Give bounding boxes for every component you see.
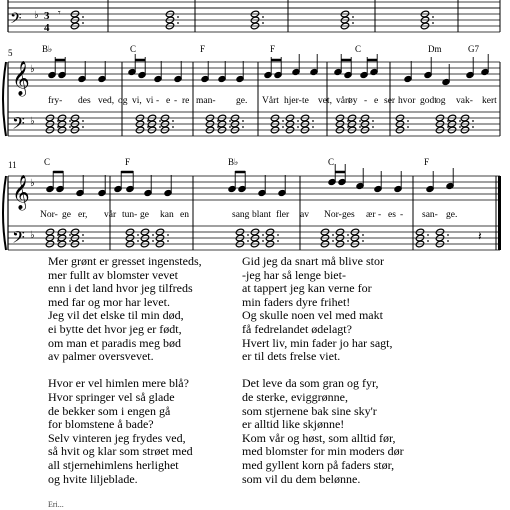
lyric-syllable: og — [118, 96, 128, 106]
lyric-line: at tappert jeg kan verne for — [242, 281, 372, 296]
dot — [447, 240, 449, 242]
key-signature-flat-icon: ♭ — [30, 116, 35, 127]
lyric-syllable: vet, — [318, 96, 332, 106]
dot — [159, 120, 161, 122]
lyric-line: av palmer oversvevet. — [48, 349, 154, 364]
dot — [407, 126, 409, 128]
dot — [282, 120, 284, 122]
chord-symbol: F — [200, 44, 206, 54]
lyrics-column-2 — [242, 255, 404, 486]
lyrics-column-1 — [48, 255, 202, 486]
lyric-line: som vil du dem belønne. — [242, 471, 361, 486]
dot — [297, 126, 299, 128]
lyric-syllable: øy — [348, 96, 358, 106]
lyric-line: Hvert liv, min fader jo har sagt, — [242, 335, 393, 350]
lyric-syllable: te — [302, 96, 309, 106]
dot — [152, 240, 154, 242]
lyric-syllable: san- — [422, 210, 438, 220]
chord-symbol: F — [270, 44, 276, 54]
lyric-syllable: vak- — [456, 96, 473, 106]
lyric-syllable: blant — [252, 210, 271, 220]
lyric-line: mer fullt av blomster vevet — [48, 267, 178, 282]
lyric-syllable: hjer- — [284, 96, 302, 106]
dot — [427, 240, 429, 242]
key-signature-flat-icon: ♭ — [30, 230, 35, 241]
measure-number: 5 — [8, 48, 13, 58]
chord-symbol: Dm — [428, 44, 442, 54]
key-signature-flat-icon: ♭ — [30, 178, 35, 189]
lyric-syllable: Nor- — [324, 210, 342, 220]
lyric-syllable: tun- — [122, 210, 138, 220]
dot — [432, 22, 434, 24]
dot — [347, 240, 349, 242]
dot — [277, 240, 279, 242]
dot — [472, 120, 474, 122]
final-barline-thick — [498, 176, 501, 250]
lyric-syllable: fler — [276, 210, 290, 220]
dot — [352, 16, 354, 18]
lyric-line: ei bytte det hvor jeg er født, — [48, 321, 182, 336]
stanza-gap — [48, 364, 202, 378]
chord-symbol: F — [125, 157, 131, 167]
dot — [352, 22, 354, 24]
lyric-syllable: - — [156, 96, 160, 106]
key-signature-flat-icon: ♭ — [34, 10, 39, 21]
lyric-line: enn i det land hvor jeg tilfreds — [48, 281, 193, 296]
lyric-line: Og skulle noen vel med makt — [242, 308, 383, 323]
treble-clef-icon: 𝄞 — [12, 62, 30, 95]
rest-icon: 𝄽 — [478, 229, 482, 243]
dot — [69, 240, 71, 242]
dot — [312, 126, 314, 128]
lyric-syllable: e — [166, 96, 171, 106]
lyric-syllable: e — [374, 96, 379, 106]
chord-symbol: B♭ — [42, 44, 53, 54]
time-signature-bottom: 4 — [44, 22, 50, 34]
lyric-syllable: Nor- — [40, 210, 58, 220]
lyric-syllable: kert — [482, 96, 497, 106]
dot — [247, 234, 249, 236]
lyric-line: for blomstene å bade? — [48, 417, 154, 432]
lyric-syllable: man- — [196, 96, 216, 106]
rest-icon: 𝄾 — [58, 8, 61, 19]
dot — [332, 234, 334, 236]
lyric-syllable: ge. — [446, 210, 458, 220]
lyric-syllable: kan — [160, 210, 174, 220]
dot — [262, 240, 264, 242]
dot — [242, 126, 244, 128]
chord-symbol: C — [44, 157, 51, 167]
dot — [262, 234, 264, 236]
chord-symbol: G7 — [468, 44, 479, 54]
chord-symbol: C — [130, 44, 137, 54]
footer-text: Eri... — [48, 500, 64, 509]
dot — [427, 234, 429, 236]
lyric-line: Hvor springer vel så glade — [48, 389, 175, 404]
lyric-line: de bekker som i engen gå — [48, 403, 171, 418]
dot — [82, 126, 84, 128]
dot — [332, 240, 334, 242]
lyric-syllable: ge — [62, 210, 71, 220]
lyric-syllable: ær — [366, 210, 376, 220]
dot — [82, 234, 84, 236]
dot — [167, 240, 169, 242]
dot — [152, 234, 154, 236]
lyric-syllable: - — [400, 210, 404, 220]
lyric-line: Jeg vil det elske til min død, — [48, 308, 184, 323]
lyric-line: Hvor er vel himlen mere blå? — [48, 376, 189, 391]
dot — [82, 22, 84, 24]
dot — [172, 126, 174, 128]
chord-symbol: C — [328, 157, 335, 167]
dot — [359, 120, 361, 122]
dot — [372, 120, 374, 122]
lyric-line: med gyllent korn på faders stør, — [242, 457, 395, 472]
bass-clef-icon: 𝄢 — [12, 229, 25, 251]
lyric-line: -jeg har så lenge biet- — [242, 267, 346, 282]
dot — [262, 22, 264, 24]
bass-clef-icon: 𝄢 — [10, 10, 22, 30]
dot — [472, 126, 474, 128]
dot — [359, 126, 361, 128]
dot — [297, 120, 299, 122]
dot — [229, 120, 231, 122]
dot — [447, 234, 449, 236]
dot — [82, 240, 84, 242]
lyric-syllable: en — [180, 210, 189, 220]
lyric-syllable: ved, — [98, 96, 115, 106]
lyric-syllable: og — [436, 96, 446, 106]
lyric-syllable: er, — [78, 210, 88, 220]
dot — [362, 240, 364, 242]
lyric-syllable: vår — [104, 210, 117, 220]
lyric-syllable: des — [78, 96, 91, 106]
lyric-line: Det leve da som gran og fyr, — [242, 376, 379, 391]
system-1 — [8, 0, 500, 34]
lyric-line: Selv vinteren jeg frydes ved, — [48, 430, 186, 445]
dot — [177, 22, 179, 24]
dot — [312, 120, 314, 122]
dot — [282, 126, 284, 128]
lyric-line: er til dets frelse viet. — [242, 349, 341, 364]
dot — [277, 234, 279, 236]
lyric-syllable: ge — [140, 210, 149, 220]
lyric-syllable: godt — [420, 96, 437, 106]
brace-icon — [3, 62, 6, 136]
dot — [69, 234, 71, 236]
dot — [262, 16, 264, 18]
dot — [247, 240, 249, 242]
dot — [347, 234, 349, 236]
staff-systems — [3, 0, 501, 251]
lyric-line: om man et paradis meg bød — [48, 335, 181, 350]
lyric-syllable: - — [378, 210, 382, 220]
bass-clef-icon: 𝄢 — [12, 115, 25, 137]
dot — [82, 120, 84, 122]
lyric-line: med far og mor har levet. — [48, 294, 170, 309]
dot — [167, 234, 169, 236]
lyric-syllable: ge. — [236, 96, 248, 106]
dot — [172, 120, 174, 122]
lyric-syllable: - — [364, 96, 368, 106]
dot — [137, 234, 139, 236]
lyric-syllable: vi, — [132, 96, 142, 106]
dot — [362, 234, 364, 236]
lyric-line: så hvit og klar som strøet med — [48, 444, 193, 459]
treble-clef-icon: 𝄞 — [12, 176, 30, 209]
lyric-line: de sterke, eviggrønne, — [242, 389, 348, 404]
lyric-line: er alltid like skjønne! — [242, 417, 345, 432]
brace-icon — [3, 176, 6, 250]
dot — [159, 126, 161, 128]
dot — [372, 126, 374, 128]
system-3 — [3, 157, 501, 251]
lyric-line: all stjernehimlens herlighet — [48, 457, 179, 472]
chord-symbol: F — [424, 157, 430, 167]
dot — [69, 126, 71, 128]
lyric-syllable: re — [182, 96, 190, 106]
dot — [432, 16, 434, 18]
lyric-syllable: - — [174, 96, 178, 106]
lyric-syllable: vi — [146, 96, 154, 106]
key-signature-flat-icon: ♭ — [30, 64, 35, 75]
lyric-syllable: ges — [342, 210, 355, 220]
lyric-line: med blomster for min moders dør — [242, 444, 404, 459]
dot — [407, 120, 409, 122]
lyric-line: og hvite liljeblade. — [48, 471, 138, 486]
lyric-syllable: hvor — [398, 96, 416, 106]
lyric-syllable: fry- — [48, 96, 63, 106]
lyric-line: Kom vår og høst, som alltid før, — [242, 430, 396, 445]
time-signature-top: 3 — [44, 10, 50, 22]
chord-symbol: B♭ — [228, 157, 239, 167]
dot — [177, 16, 179, 18]
dot — [459, 120, 461, 122]
lyric-line: min faders dyre frihet! — [242, 294, 351, 309]
lyric-line: få fedrelandet ødelagt? — [242, 321, 352, 336]
dot — [229, 126, 231, 128]
lyric-syllable: ser — [384, 96, 396, 106]
dot — [69, 120, 71, 122]
lyric-line: Gid jeg da snart må blive stor — [242, 254, 384, 268]
dot — [459, 126, 461, 128]
dot — [82, 16, 84, 18]
lyric-line: Mer grønt er gresset ingensteds, — [48, 254, 202, 268]
lyric-syllable: vårt — [336, 96, 351, 106]
lyric-syllable: es — [388, 210, 396, 220]
dot — [137, 240, 139, 242]
lyric-syllable: sang — [232, 210, 250, 220]
lyric-line: som stjernene bak sine sky'r — [242, 403, 377, 418]
stanza-gap — [242, 364, 404, 378]
lyric-syllable: av — [300, 210, 309, 220]
dot — [242, 120, 244, 122]
system-2 — [3, 44, 500, 137]
measure-number: 11 — [8, 160, 17, 170]
chord-symbol: C — [355, 44, 362, 54]
lyric-syllable: Vårt — [262, 96, 279, 106]
